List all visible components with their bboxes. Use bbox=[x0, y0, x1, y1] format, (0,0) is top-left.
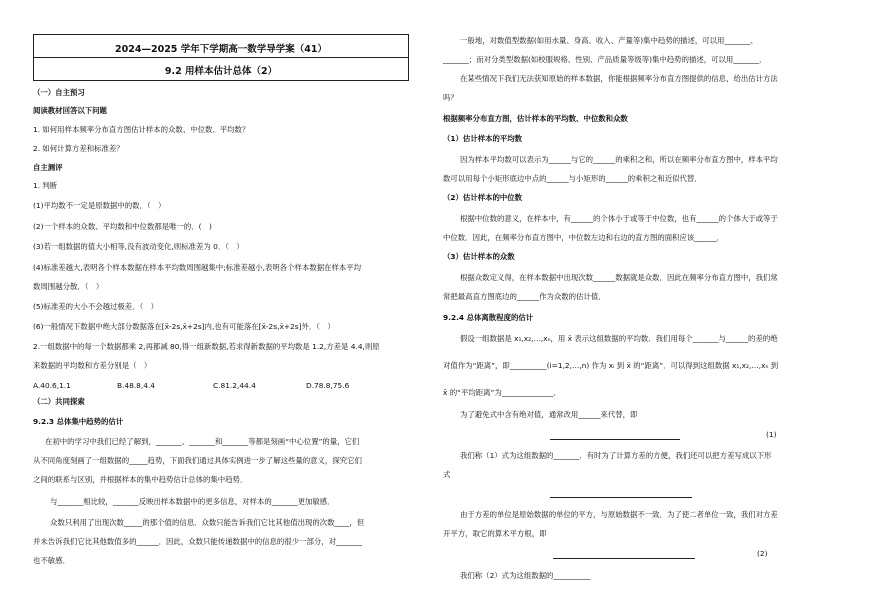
option-d: D.78.8,75.6 bbox=[306, 381, 350, 390]
self-test-heading: 自主测评 bbox=[33, 163, 63, 172]
formula-2-blank bbox=[553, 558, 695, 559]
variance-text: 我们称（1）式为这组数据的_______．有时为了计算方差的方便，我们还可以把方差写成以下形 bbox=[460, 451, 772, 460]
judge-heading: 1. 判断 bbox=[33, 181, 58, 190]
option-b: B.48.8,4.4 bbox=[117, 381, 155, 390]
paragraph-r2: 在某些情况下我们无法获知原始的样本数据，你能根据频率分布直方图提供的信息，给出估计方法 bbox=[460, 74, 778, 83]
subsection-heading: 9.2.3 总体集中趋势的估计 bbox=[33, 417, 124, 426]
judge-item-4: (4)标准差越大,表明各个样本数据在样本平均数周围越集中;标准差越小,表明各个样本数据在样本平均 bbox=[33, 263, 362, 272]
formula-1-blank bbox=[550, 439, 680, 440]
estimate-median-text-cont: 中位数．因此，在频率分布直方图中，中位数左边和右边的直方图的面积应该______． bbox=[443, 233, 724, 242]
paragraph-1: 在初中的学习中我们已经了解到，_______、_______和_______等都是刻画“中心位置”的量，它们 bbox=[45, 437, 360, 446]
estimate-mode-text-cont: 常把最高直方图底边的______作为众数的估计值． bbox=[443, 292, 606, 301]
judge-item-4-cont: 数周围越分散．（ ） bbox=[33, 282, 104, 291]
mc-question-cont: 来数据的平均数和方差分别是（ ） bbox=[33, 361, 152, 370]
std-definition: 我们称（2）式为这组数据的__________ bbox=[460, 571, 591, 580]
judge-item-5: (5)标准差的大小不会越过极差．（ ） bbox=[33, 302, 159, 311]
dispersion-text-end: x̄ 的“平均距离”为______________． bbox=[443, 388, 561, 397]
estimate-mode-heading: （3）估计样本的众数 bbox=[443, 252, 515, 261]
paragraph-2: 与_______相比较，_______反映出样本数据中的更多信息，对样本的_______更加敏感． bbox=[50, 497, 335, 506]
dispersion-text: 假设一组数据是 x₁,x₂,…,xₙ，用 x̄ 表示这组数据的平均数．我们用每个_______与______的差的绝 bbox=[460, 334, 778, 343]
paragraph-r1-cont: _______；而对分类型数据(如校服规格、性别、产品质量等级等)集中趋势的描述，可以用_______． bbox=[443, 55, 767, 64]
histogram-heading: 根据频率分布直方图，估计样本的平均数、中位数和众数 bbox=[443, 114, 628, 123]
section-heading: （一）自主预习 bbox=[33, 88, 85, 97]
formula-variance-blank bbox=[550, 497, 692, 498]
estimate-mean-text-cont: 数可以用每个小矩形底边中点的______与小矩形的______的乘积之和近似代替． bbox=[443, 174, 702, 183]
paragraph-r1: 一般地，对数值型数据(如用水量、身高、收入、产量等)集中趋势的描述，可以用_______、 bbox=[460, 36, 758, 45]
paragraph-3-end: 也不敏感． bbox=[33, 556, 70, 565]
subsection-heading-924: 9.2.4 总体离散程度的估计 bbox=[443, 313, 534, 322]
estimate-mode-text: 根据众数定义得，在样本数据中出现次数______数据就是众数．因此在频率分布直方图中，我们常 bbox=[460, 273, 778, 282]
subtitle-box bbox=[33, 56, 409, 81]
estimate-median-text: 根据中位数的意义，在样本中，有______的个体小于或等于中位数，也有______的个体大于或等于 bbox=[460, 214, 778, 223]
paragraph-1-end: 之间的联系与区别，并根据样本的集中趋势估计总体的集中趋势． bbox=[33, 475, 248, 484]
equation-number-1: (1) bbox=[766, 430, 777, 439]
judge-item-2: (2)一个样本的众数、平均数和中位数都是唯一的．( ) bbox=[33, 222, 212, 231]
left-column bbox=[0, 0, 430, 614]
right-column bbox=[438, 0, 870, 614]
section-heading-2: （二）共同探索 bbox=[33, 397, 85, 406]
judge-item-1: (1)平均数不一定是原数据中的数．（ ） bbox=[33, 201, 166, 210]
estimate-mean-heading: （1）估计样本的平均数 bbox=[443, 134, 523, 143]
equation-number-2: (2) bbox=[757, 549, 768, 558]
variance-text-cont: 式 bbox=[443, 470, 451, 479]
dispersion-text-cont: 对值作为“距离”，即__________(i=1,2,…,n) 作为 xᵢ 到 x̄ 的“距离”．可以得到这组数据 x₁,x₂,…,xₙ 到 bbox=[443, 361, 779, 370]
std-text: 由于方差的单位是原始数据的单位的平方，与原始数据不一致．为了使二者单位一致，我们对方差 bbox=[460, 510, 778, 519]
page-subtitle: 9.2 用样本估计总体（2） bbox=[164, 66, 278, 77]
paragraph-3-cont: 并未告诉我们它比其他数值多的______．因此，众数只能传递数据中的信息的很少一部分，对_______ bbox=[33, 537, 362, 546]
paragraph-1-cont: 从不同角度刻画了一组数据的_____趋势，下面我们通过具体实例进一步了解这些量的意义，探究它们 bbox=[33, 456, 362, 465]
question-2: 2. 如何计算方差和标准差？ bbox=[33, 144, 124, 153]
read-prompt: 阅读教材回答以下问题 bbox=[33, 106, 107, 115]
option-c: C.81.2,44.4 bbox=[213, 381, 256, 390]
page-title: 2024—2025 学年下学期高一数学导学案（41） bbox=[115, 44, 327, 55]
title-box bbox=[33, 34, 409, 58]
estimate-median-heading: （2）估计样本的中位数 bbox=[443, 193, 523, 202]
mc-question: 2.一组数据中的每一个数据都乘 2,再都减 80,得一组新数据,若求得新数据的平均数是 1.2,方差是 4.4,则原 bbox=[33, 342, 380, 351]
variance-intro: 为了避免式中含有绝对值，通常改用______来代替，即 bbox=[460, 410, 638, 419]
option-a: A.40.6,1.1 bbox=[33, 381, 71, 390]
paragraph-3: 众数只利用了出现次数_____的那个值的信息．众数只能告诉我们它比其他值出现的次数____，但 bbox=[50, 518, 365, 527]
judge-item-6: (6)一般情况下数据中绝大部分数据落在[x̄-2s,x̄+2s]内,也有可能落在[x̄-2s,x̄+2s]外．（ ） bbox=[33, 322, 335, 331]
judge-item-3: (3)若一组数据的值大小相等,没有波动变化,则标准差为 0．（ ） bbox=[33, 242, 244, 251]
paragraph-r2-cont: 吗？ bbox=[443, 93, 458, 102]
question-1: 1. 如何用样本频率分布直方图估计样本的众数、中位数、平均数？ bbox=[33, 125, 250, 134]
estimate-mean-text: 因为样本平均数可以表示为______与它的______的乘积之和，所以在频率分布直方图中，样本平均 bbox=[460, 155, 778, 164]
std-text-cont: 开平方，取它的算术平方根，即 bbox=[443, 529, 547, 538]
